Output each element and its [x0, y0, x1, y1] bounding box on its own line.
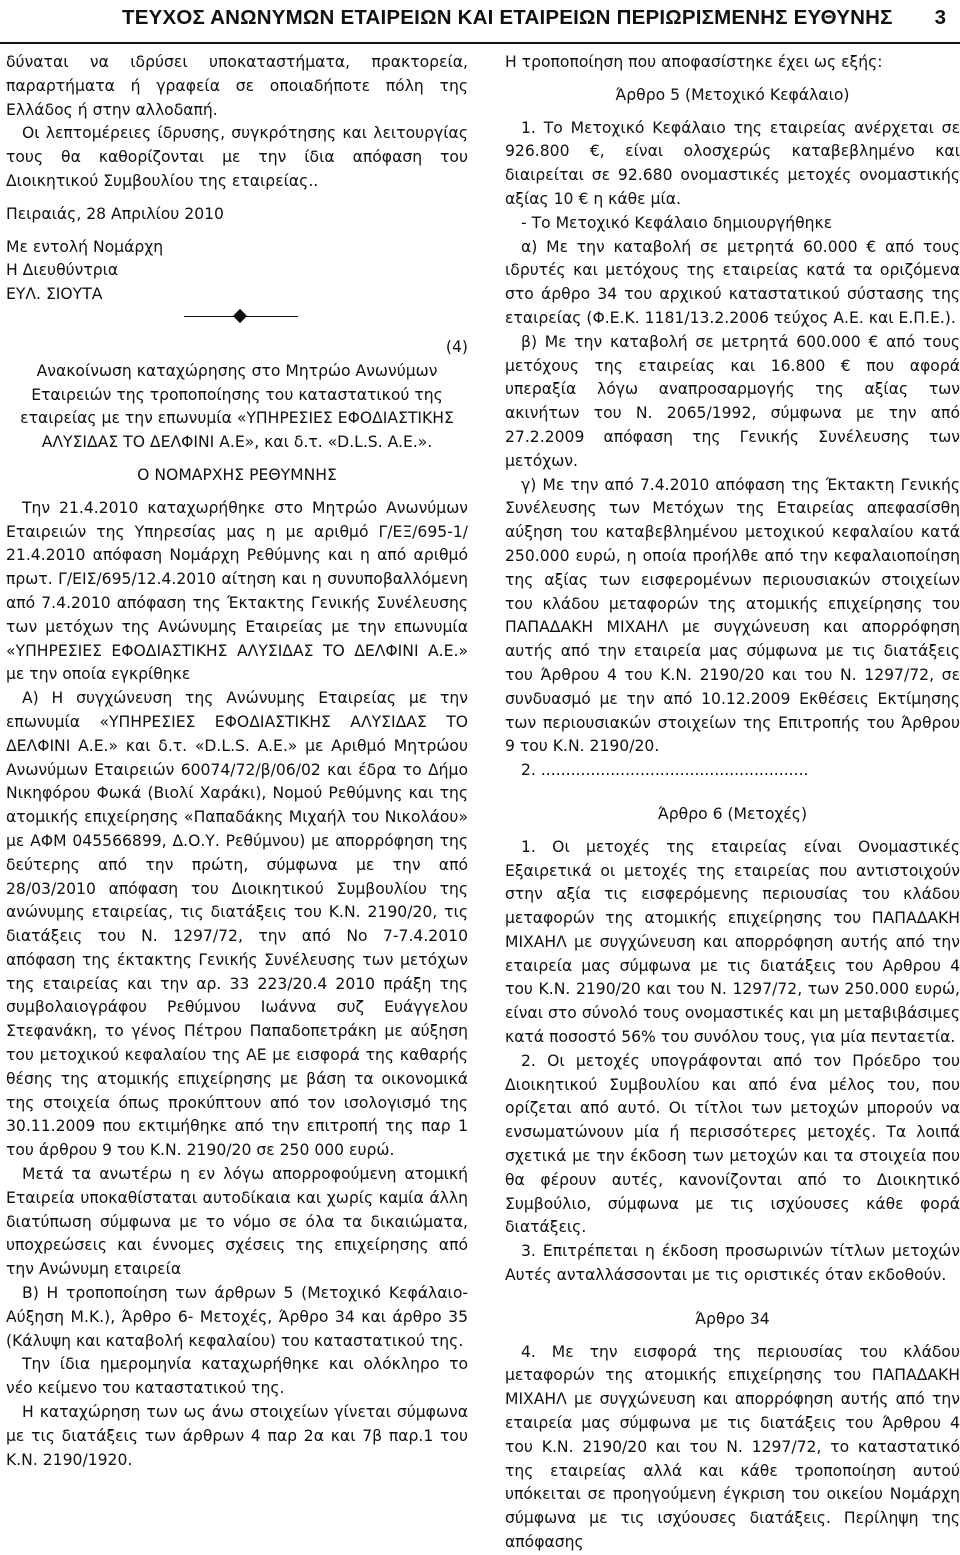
signature-order: Με εντολή Νομάρχη [6, 237, 164, 256]
article-5-item-a: α) Με την καταβολή σε μετρητά 60.000 € από τους ιδρυτές και μετόχους της εταιρείας κατά τα οριζόμενα στο άρθρο 34 του αρχικού καταστατικού σύστασης της εταιρείας (Φ.Ε.Κ. 1181/13.2.2006 τεύχος Α.Ε. και Ε.Π.Ε.). [505, 237, 960, 327]
article-5-item-c: γ) Με την από 7.4.2010 απόφαση της Έκτακτη Γενικής Συνέλευσης των Μετόχων της Εταιρείας απεφασίσθη αύξηση του καταβεβλημένου μετοχικού κεφαλαίου κατά 250.000 ευρώ, η οποία προήλθε από την κεφαλαιοποίηση της αξίας των εισφερομένων περιουσιακών στοιχείων του κλάδου μεταφορών της ατομικής επιχείρησης του ΠΑΠΑΔΑΚΗ ΜΙΧΑΗΛ με συγχώνευση και απορρόφηση αυτής από την εταιρεία μας σύμφωνα με τις διατάξεις του Άρθρου 4 του Κ.Ν. 2190/20 και του Ν. 1297/72, σε συνδυασμό με την από 10.12.2009 Εκθέσεις Εκτίμησης των περιουσιακών στοιχείων της Επιτροπής του Άρθρου 9 του Κ.Ν. 2190/20. [505, 475, 960, 756]
section-divider [6, 307, 468, 327]
paragraph-new-text: Την ίδια ημερομηνία καταχωρήθηκε και ολόκληρο το νέο κείμενο του καταστατικού της. [6, 1355, 468, 1398]
article-5-para-2: 2. ...................................................... [521, 761, 809, 780]
diamond-ornament-icon [233, 309, 247, 323]
authority-heading: Ο ΝΟΜΑΡΧΗΣ ΡΕΘΥΜΝΗΣ [137, 465, 337, 484]
page-header [0, 0, 960, 44]
signature-role: Η Διευθύντρια [6, 261, 119, 280]
article-34-para-4: 4. Με την εισφορά της περιουσίας του κλάδου μεταφορών της ατομικής επιχείρησης του ΠΑΠΑΔΑΚΗ ΜΙΧΑΗΛ με συγχώνευση και απορρόφηση αυτής από την εταιρεία μας σύμφωνα με τις διατάξεις του Άρθρου 4 του Κ.Ν. 2190/20 και του Ν. 1297/72, το καταστατικό της εταιρείας αλλά και κάθε τροποποίηση αυτού υπόκειται σε προηγούμενη έγκριση του οικείου Νομάρχη σύμφωνα με τις ισχύουσες διατάξεις. Περίληψη της απόφασης [505, 1342, 960, 1552]
right-column [505, 42, 960, 1555]
paragraph-amendment: Β) Η τροποποίηση των άρθρων 5 (Μετοχικό Κεφάλαιο-Αύξηση Μ.Κ.), Άρθρο 6- Μετοχές, Άρθρο 34 και άρθρο 35 (Κάλυψη και καταβολή κεφαλαίου) του καταστατικού της. [6, 1284, 468, 1350]
signature-name: ΕΥΛ. ΣΙΟΥΤΑ [6, 285, 103, 304]
article-5-para-1: 1. Το Μετοχικό Κεφάλαιο της εταιρείας ανέρχεται σε 926.800 €, είναι ολοσχερώς καταβεβλημένο και διαιρείται σε 92.680 ονομαστικές μετοχές ονομαστικής αξίας 10 € η κάθε μία. [505, 118, 960, 208]
paragraph-registration: Την 21.4.2010 καταχωρήθηκε στο Μητρώο Ανωνύμων Εταιρειών της Υπηρεσίας μας η με αριθμό Γ/ΕΞ/695-1/ 21.4.2010 απόφαση Νομάρχη Ρεθύμνης και η από αριθμό πρωτ. Γ/ΕΙΣ/695/12.4.2010 αίτηση και η συνυποβαλλόμενη από 7.4.2010 απόφαση της Έκτακτης Γενικής Συνέλευσης των μετόχων της Ανώνυμης Εταιρείας με την επωνυμία «ΥΠΗΡΕΣΙΕΣ ΕΦΟΔΙΑΣΤΙΚΗΣ ΑΛΥΣΙΔΑΣ ΤΟ ΔΕΛΦΙΝΙ Α.Ε.» με την οποία εγκρίθηκε [6, 498, 468, 684]
signature-place-date: Πειραιάς, 28 Απριλίου 2010 [6, 204, 224, 223]
article-6-title: Άρθρο 6 (Μετοχές) [657, 804, 808, 823]
page-number: 3 [934, 6, 946, 29]
left-column [6, 42, 468, 1472]
notice-title: Ανακοίνωση καταχώρησης στο Μητρώο Ανωνύμων Εταιρειών της τροποποίησης του καταστατικού της εταιρείας με την επωνυμία «ΥΠΗΡΕΣΙΕΣ ΕΦΟΔΙΑΣΤΙΚΗΣ ΑΛΥΣΙΔΑΣ ΤΟ ΔΕΛΦΙΝΙ Α.Ε», και δ.τ. «D.L.S. A.E.». [20, 361, 454, 452]
article-5-title: Άρθρο 5 (Μετοχικό Κεφάλαιο) [615, 85, 850, 104]
amendment-intro: Η τροποποίηση που αποφασίστηκε έχει ως εξής: [505, 53, 883, 71]
article-5-capital-created: - Το Μετοχικό Κεφάλαιο δημιουργήθηκε [521, 213, 833, 232]
paragraph-branches: δύναται να ιδρύσει υποκαταστήματα, πρακτορεία, παραρτήματα ή γραφεία σε οποιαδήποτε πόλη της Ελλάδος ή στην αλλοδαπή. [6, 53, 468, 119]
article-5-item-b: β) Με την καταβολή σε μετρητά 600.000 € από τους μετόχους της εταιρείας και 16.800 € που αφορά υπεραξία λόγω αναπροσαρμογής της αξίας των ακινήτων του Ν. 2065/1992, σύμφωνα με την από 27.2.2009 απόφαση της Γενικής Συνέλευσης των μετόχων. [505, 332, 960, 470]
paragraph-provisions: Η καταχώρηση των ως άνω στοιχείων γίνεται σύμφωνα με τις διατάξεις των άρθρων 4 παρ 2α και 7β παρ.1 του Κ.Ν. 2190/1920. [6, 1403, 468, 1469]
journal-title: ΤΕΥΧΟΣ ΑΝΩΝΥΜΩΝ ΕΤΑΙΡΕΙΩΝ ΚΑΙ ΕΤΑΙΡΕΙΩΝ ΠΕΡΙΩΡΙΣΜΕΝΗΣ ΕΥΘΥΝΗΣ [122, 6, 893, 29]
article-6-para-1: 1. Οι μετοχές της εταιρείας είναι Ονομαστικές Εξαιρετικά οι μετοχές της εταιρείας που αντιστοιχούν στην αξία τις εισφερόμενης περιουσίας του κλάδου μεταφορών της ατομικής επιχείρησης του ΠΑΠΑΔΑΚΗ ΜΙΧΑΗΛ με συγχώνευση και απορρόφηση αυτής από την εταιρεία μας σύμφωνα με τις διατάξεις του Αρθρου 4 του Κ.Ν. 2190/20 και του Ν. 1297/72, των 250.000 ευρώ, είναι στο σύνολό τους ονομαστικές και μη μεταβιβάσιμες κατά ποσοστό 56% του συνόλου τους, για μία πενταετία. [505, 837, 960, 1047]
article-6-para-2: 2. Οι μετοχές υπογράφονται από τον Πρόεδρο του Διοικητικού Συμβουλίου και από ένα μέλος του, που ορίζεται από αυτό. Οι τίτλοι των μετοχών μπορούν να ενσωματώνουν μία ή περισσότερες μετοχές. Τα λοιπά σχετικά με την έκδοση των μετοχών και τα στοιχεία που θα φέρουν αυτές, κανονίζονται από το Διοικητικό Συμβούλιο, σύμφωνα με τις ισχύουσες κάθε φορά διατάξεις. [505, 1051, 960, 1237]
paragraph-details: Οι λεπτομέρειες ίδρυσης, συγκρότησης και λειτουργίας τους θα καθορίζονται με την ίδια απόφαση του Διοικητικού Συμβουλίου της εταιρείας.. [6, 124, 468, 190]
notice-number: (4) [445, 337, 468, 356]
article-34-title: Άρθρο 34 [695, 1309, 770, 1328]
article-6-para-3: 3. Επιτρέπεται η έκδοση προσωρινών τίτλων μετοχών Αυτές ανταλλάσσονται με τις οριστικές όταν εκδοθούν. [505, 1242, 960, 1285]
paragraph-merger: Α) Η συγχώνευση της Ανώνυμης Εταιρείας με την επωνυμία «ΥΠΗΡΕΣΙΕΣ ΕΦΟΔΙΑΣΤΙΚΗΣ ΑΛΥΣΙΔΑΣ ΤΟ ΔΕΛΦΙΝΙ Α.Ε.» και δ.τ. «D.L.S. A.E.» με Αριθμό Μητρώου Ανωνύμων Εταιρειών 60074/72/β/06/02 και έδρα το Δήμο Νικηφόρου Φωκά (Βιολί Χαράκι), Νομού Ρεθύμνης και της ατομικής επιχείρησης «Παπαδάκης Μιχαήλ του Νικολάου» με ΑΦΜ 045566899, Δ.Ο.Υ. Ρεθύμνου) με απορρόφηση της δεύτερης από την πρώτη, σύμφωνα με την από 28/03/2010 απόφαση του Διοικητικού Συμβουλίου της ανώνυμης εταιρείας, τις διατάξεις του Κ.Ν. 2190/20, τις διατάξεις του Ν. 1297/72, την από Νο 7-7.4.2010 απόφαση της έκτακτης Γενικής Συνέλευσης των μετόχων της εταιρείας και την αρ. 33 223/20.4 2010 πράξη της συμβολαιογράφου Ρεθύμνου Ιωάννα συζ Ευάγγελου Στεφανάκη, το γένος Πέτρου Παπαδοπετράκη με αύξηση του μετοχικού κεφαλαίου της ΑΕ με εισφορά της καθαρής θέσης της ατομικής επιχείρησης με βάση τα οικονομικά της στοιχεία όπως προκύπτουν από τον ισολογισμό της 30.11.2009 που εκτιμήθηκε από την επιτροπή της παρ 1 του άρθρου 9 του Κ.Ν. 2190/20 σε 250 000 ευρώ. [6, 689, 468, 1160]
paragraph-substitution: Μετά τα ανωτέρω η εν λόγω απορροφούμενη ατομική Εταιρεία υποκαθίσταται αυτοδίκαια και χωρίς καμία άλλη διατύπωση σύμφωνα με το νόμο σε όλα τα δικαιώματα, υποχρεώσεις και έννομες σχέσεις της επιχείρησης από την Ανώνυμη εταιρεία [6, 1165, 468, 1279]
